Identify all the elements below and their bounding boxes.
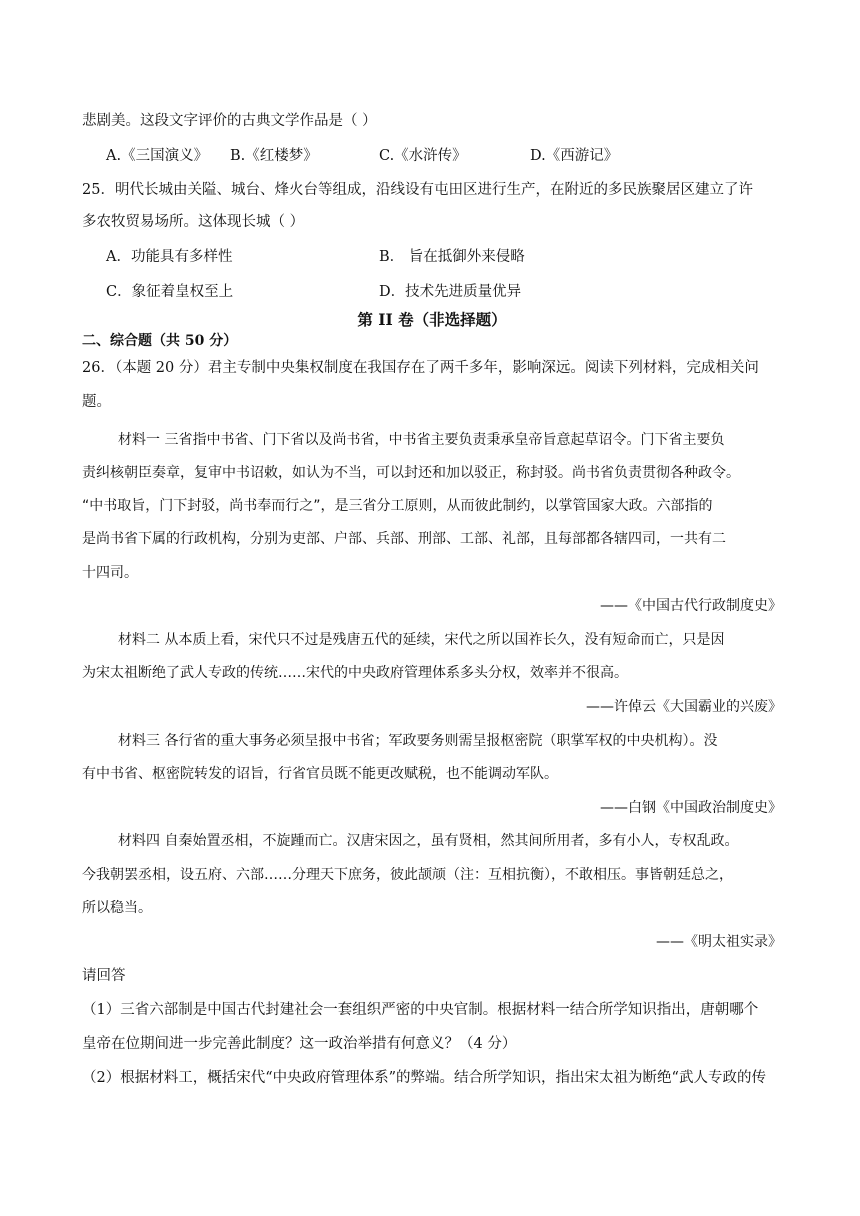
sub-question1-line2: 皇帝在位期间进一步完善此制度？这一政治举措有何意义？（4 分） [82,1036,517,1052]
answer-prompt: 请回答 [82,968,126,984]
q24-option-b: B.《红楼梦》 [230,148,318,164]
material1-line3: “中书取旨，门下封驳，尚书奉而行之”，是三省分工原则，从而彼此制约，以掌管国家大政。六部指的 [82,498,713,514]
sub-question1-line1: （1）三省六部制是中国古代封建社会一套组织严密的中央官制。根据材料一结合所学知识指出，唐朝哪个 [82,1002,759,1018]
material3-line2: 有中书省、枢密院转发的诏旨，行省官员既不能更改赋税，也不能调动军队。 [82,766,558,782]
q25-option-c: C．象征着皇权至上 [106,284,234,300]
q24-option-d: D.《西游记》 [530,148,619,164]
material1-line4: 是尚书省下属的行政机构，分别为吏部、户部、兵部、刑部、工部、礼部，且每部都各辖四司，一共有二 [82,531,726,547]
q24-stem-tail: 悲剧美。这段文字评价的古典文学作品是（ ） [82,113,377,129]
q25-option-b: B． 旨在抵御外来侵略 [379,249,525,265]
q26-stem-line2: 题。 [82,394,111,410]
section-heading: 二、综合题（共 50 分） [82,333,238,349]
q25-option-a: A．功能具有多样性 [106,249,233,265]
material4-line3: 所以稳当。 [82,900,152,916]
material1-line5: 十四司。 [82,565,138,581]
material2-line1: 材料二 从本质上看，宋代只不过是残唐五代的延续，宋代之所以国祚长久，没有短命而亡，只是因 [118,632,725,648]
q25-option-d: D．技术先进质量优异 [379,284,522,300]
material4-line1: 材料四 自秦始置丞相，不旋踵而亡。汉唐宋因之，虽有贤相，然其间所用者，多有小人，专权乱政。 [118,833,739,849]
q25-stem-line1: 25．明代长城由关隘、城台、烽火台等组成，沿线设有屯田区进行生产，在附近的多民族聚居区建立了许 [82,182,753,198]
q26-stem-line1: 26．（本题 20 分）君主专制中央集权制度在我国存在了两千多年，影响深远。阅读下列材料，完成相关问 [82,360,759,376]
material2-line2: 为宋太祖断绝了武人专政的传统……宋代的中央政府管理体系多头分权，效率并不很高。 [82,665,628,681]
material1-source: ——《中国古代行政制度史》 [600,598,782,614]
sub-question2-line1: （2）根据材料工，概括宋代“中央政府管理体系”的弊端。结合所学知识，指出宋太祖为断绝“武人专政的传 [82,1070,766,1086]
volume-title: 第 II 卷（非选择题） [357,310,507,329]
q25-stem-line2: 多农牧贸易场所。这体现长城（ ） [82,214,305,230]
material2-source: ——许倬云《大国霸业的兴废》 [586,699,782,715]
material1-line2: 责纠核朝臣奏章，复审中书诏敕，如认为不当，可以封还和加以驳正，称封驳。尚书省负责贯彻各种政令。 [82,465,740,481]
material4-line2: 今我朝罢丞相，设五府、六部……分理天下庶务，彼此颉颃（注：互相抗衡），不敢相压。事皆朝廷总之， [82,867,733,883]
q24-option-c: C.《水浒传》 [379,148,467,164]
q24-option-a: A.《三国演义》 [106,148,209,164]
material4-source: ——《明太祖实录》 [656,934,782,950]
material3-source: ——白钢《中国政治制度史》 [600,800,782,816]
material1-line1: 材料一 三省指中书省、门下省以及尚书省，中书省主要负责秉承皇帝旨意起草诏令。门下省主要负 [118,432,725,448]
material3-line1: 材料三 各行省的重大事务必须呈报中书省；军政要务则需呈报枢密院（职掌军权的中央机构）。没 [118,733,718,749]
